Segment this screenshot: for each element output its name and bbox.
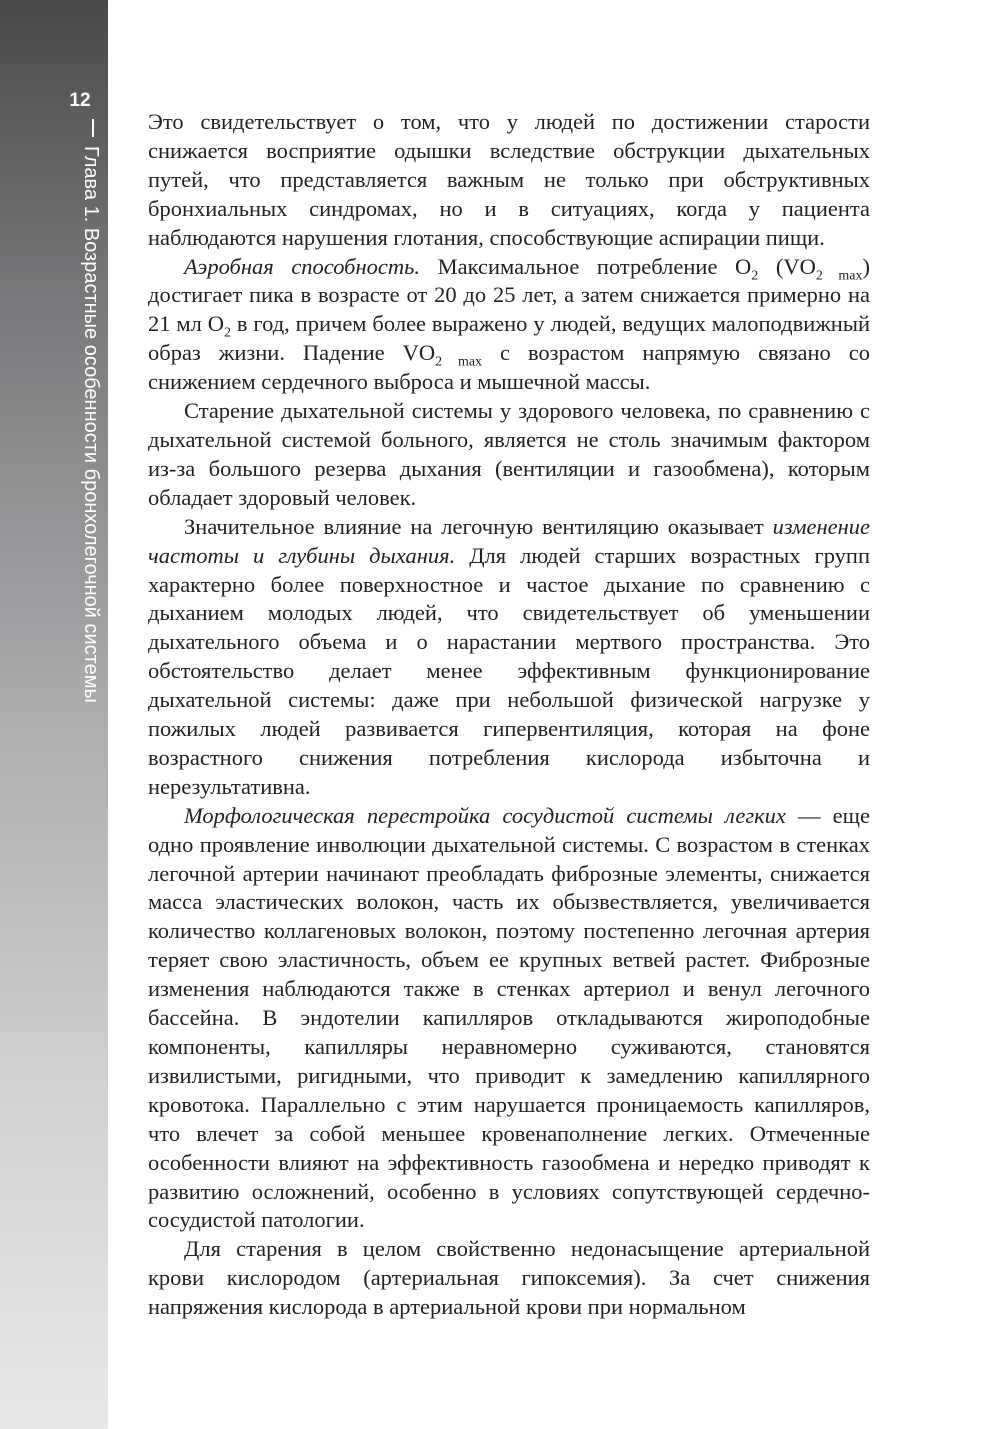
paragraph-4: Значительное влияние на легочную вентиляцию оказывает изменение частоты и глубины дыхания. Для людей старших возрастных групп характерно более поверхностное и частое дыхание по сравнению с дыханием молодых людей, что свидетельствует об уменьшении дыхательного объема и о нарастании мертвого пространства. Это обстоятельство делает менее эффективным функционирование дыхательной системы: даже при небольшой физической нагрузке у пожилых людей развивается гипервентиляция, которая на фоне возрастного снижения потребления кислорода избыточна и нерезультативна.	[148, 513, 871, 799]
paragraph-2: Аэробная способность. Максимальное потребление $O_2$ $(VO_{2 max})$ достигает пика в возрасте от 20 до 25 лет, а затем снижается примерно на 21 мл $O_2$ в год, причем более выражено у людей, ведущих малоподвижный образ жизни. Падение $VO_{2 max}$ с возрастом напрямую связано со снижением сердечного выброса и мышечной массы.	[148, 253, 871, 395]
page-number-divider	[92, 119, 94, 137]
paragraph-3: Старение дыхательной системы у здорового человека, по сравнению с дыхательной системой больного, является не столь значимым фактором из-за большого резерва дыхания (вентиляции и газообмена), которым обладает здоровый человек.	[148, 398, 870, 510]
text-column	[148, 108, 870, 1322]
paragraph-5: Морфологическая перестройка сосудистой системы легких — еще одно проявление инволюции дыхательной системы. С возрастом в стенках легочной артерии начинают преобладать фиброзные элементы, снижается масса эластических волокон, часть их обызвествляется, увеличивается количество коллагеновых волокон, поэтому постепенно легочная артерия теряет свою эластичность, объем ее крупных ветвей растет. Фиброзные изменения наблюдаются также в стенках артериол и венул легочного бассейна. В эндотелии капилляров откладываются жироподобные компоненты, капилляры неравномерно суживаются, становятся извилистыми, ригидными, что приводит к замедлению капиллярного кровотока. Параллельно с этим нарушается проницаемость капилляров, что влечет за собой меньшее кровенаполнение легких. Отмеченные особенности влияют на эффективность газообмена и нередко приводят к развитию осложнений, особенно в условиях сопутствующей сердечно-сосудистой патологии.	[148, 802, 870, 1233]
paragraph-5-lead: Морфологическая перестройка сосудистой системы легких	[184, 802, 786, 828]
side-band	[0, 0, 108, 1429]
chapter-running-title: Глава 1. Возрастные особенности бронхолегочной системы	[80, 146, 102, 703]
paragraph-2-lead: Аэробная способность.	[184, 253, 421, 279]
page-number: 12	[69, 90, 91, 111]
paragraph-1: Это свидетельствует о том, что у людей по достижении старости снижается восприятие одышки вследствие обструкции дыхательных путей, что представляется важным не только при обструктивных бронхиальных синдромах, но и в ситуациях, когда у пациента наблюдаются нарушения глотания, способствующие аспирации пищи.	[148, 109, 870, 250]
paragraph-6: Для старения в целом свойственно недонасыщение артериальной крови кислородом (артериальная гипоксемия). За счет снижения напряжения кислорода в артериальной крови при нормальном	[148, 1236, 870, 1320]
paragraph-4-emphasis: изменение частоты и глубины дыхания.	[148, 513, 870, 568]
